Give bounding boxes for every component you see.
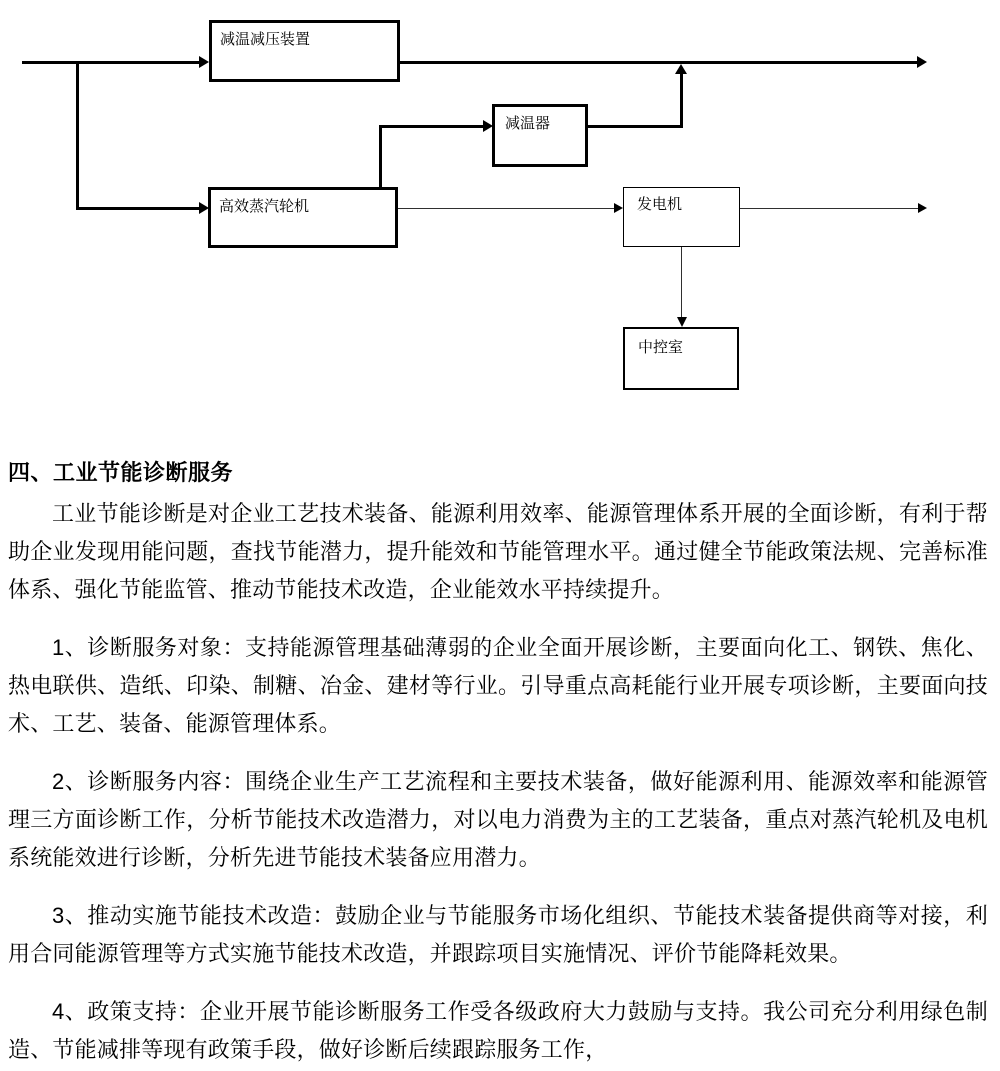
flow-line-branch-to-turbine bbox=[76, 207, 201, 210]
flow-node-control-room bbox=[623, 327, 739, 390]
line-generator-to-outlet bbox=[740, 208, 918, 209]
paragraph-diagnosis-content: 2、诊断服务内容：围绕企业生产工艺流程和主要技术装备，做好能源利用、能源效率和能源管理三方面诊断工作，分析节能技术改造潜力，对以电力消费为主的工艺装备，重点对蒸汽轮机及电机系统能效进行诊断，分析先进节能技术装备应用潜力。 bbox=[8, 769, 988, 870]
flow-line-reducer-to-outlet bbox=[400, 61, 918, 64]
node-label: 中控室 bbox=[638, 340, 684, 356]
flow-node-pressure-reducing-device bbox=[209, 20, 400, 82]
flow-line-to-desuperheater bbox=[379, 125, 484, 128]
flow-diagram bbox=[0, 0, 1000, 455]
node-label: 减温减压装置 bbox=[220, 32, 311, 48]
flow-line-up-to-main bbox=[680, 72, 683, 127]
flow-node-steam-turbine bbox=[208, 187, 398, 248]
node-label: 发电机 bbox=[637, 197, 683, 213]
flow-node-desuperheater bbox=[492, 104, 588, 167]
paragraph-policy-support: 4、政策支持：企业开展节能诊断服务工作受各级政府大力鼓励与支持。我公司充分利用绿色制造、节能减排等现有政策手段，做好诊断后续跟踪服务工作， bbox=[8, 999, 988, 1062]
line-generator-to-control-room bbox=[681, 247, 682, 318]
flow-line-inlet-to-reducer bbox=[22, 61, 200, 64]
paragraph-diagnosis-targets: 1、诊断服务对象：支持能源管理基础薄弱的企业全面开展诊断，主要面向化工、钢铁、焦化、热电联供、造纸、印染、制糖、冶金、建材等行业。引导重点高耗能行业开展专项诊断，主要面向技术、工艺、装备、能源管理体系。 bbox=[8, 635, 988, 736]
flow-node-generator bbox=[623, 187, 740, 247]
arrowhead-generator-outlet-icon bbox=[918, 203, 927, 213]
arrowhead-into-reducer-icon bbox=[199, 56, 209, 68]
line-turbine-to-generator bbox=[398, 208, 614, 209]
paragraph-retrofit: 3、推动实施节能技术改造：鼓励企业与节能服务市场化组织、节能技术装备提供商等对接，利用合同能源管理等方式实施节能技术改造，并跟踪项目实施情况、评价节能降耗效果。 bbox=[8, 903, 988, 966]
section-heading: 四、工业节能诊断服务 bbox=[8, 460, 234, 485]
flow-line-desuperheater-out bbox=[588, 125, 683, 128]
arrowhead-into-control-room-icon bbox=[677, 317, 687, 327]
paragraph-intro: 工业节能诊断是对企业工艺技术装备、能源利用效率、能源管理体系开展的全面诊断，有利于帮助企业发现用能问题，查找节能潜力，提升能效和节能管理水平。通过健全节能政策法规、完善标准体系、强化节能监管、推动节能技术改造，企业能效水平持续提升。 bbox=[8, 501, 988, 602]
arrowhead-main-outlet-icon bbox=[917, 56, 927, 68]
flow-line-branch-vertical bbox=[76, 61, 79, 210]
arrowhead-up-to-main-icon bbox=[675, 64, 687, 74]
arrowhead-into-generator-icon bbox=[614, 203, 623, 213]
node-label: 高效蒸汽轮机 bbox=[219, 199, 310, 215]
document-body bbox=[0, 458, 1000, 1069]
node-label: 减温器 bbox=[505, 116, 551, 132]
flow-line-turbine-extraction-vertical bbox=[379, 125, 382, 188]
